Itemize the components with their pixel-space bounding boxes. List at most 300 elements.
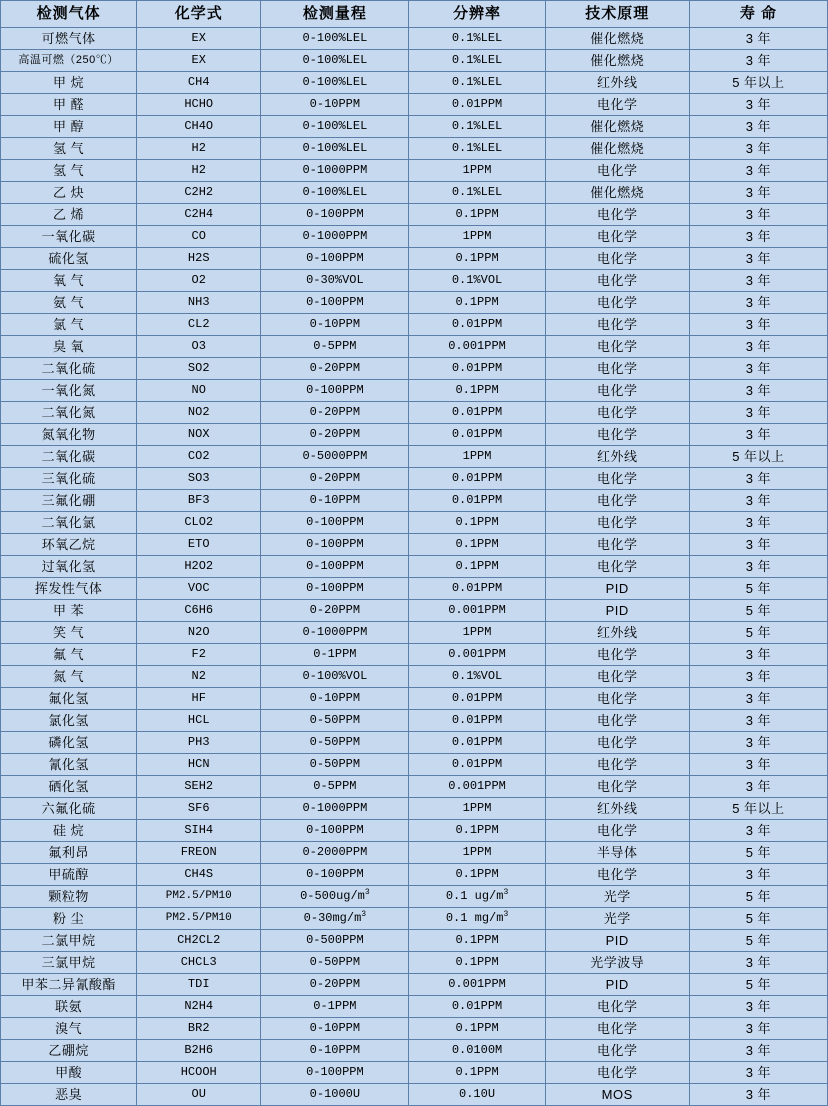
cell-chemical-formula: BR2	[137, 1018, 261, 1040]
cell-lifetime: 3 年	[689, 336, 827, 358]
cell-resolution: 0.1%LEL	[409, 138, 545, 160]
cell-chemical-formula: PM2.5/PM10	[137, 908, 261, 930]
cell-measuring-range: 0-500PPM	[261, 930, 409, 952]
cell-detected-gas: 甲 醛	[1, 94, 137, 116]
cell-detected-gas: 三氧化硫	[1, 468, 137, 490]
cell-measuring-range: 0-2000PPM	[261, 842, 409, 864]
cell-technology-principle: 电化学	[545, 534, 689, 556]
cell-chemical-formula: CHCL3	[137, 952, 261, 974]
cell-lifetime: 3 年	[689, 820, 827, 842]
cell-resolution: 0.01PPM	[409, 688, 545, 710]
cell-measuring-range: $0-500ug/m^3$	[261, 886, 409, 908]
cell-measuring-range: 0-50PPM	[261, 952, 409, 974]
table-row	[1, 996, 828, 1018]
cell-lifetime: 3 年	[689, 160, 827, 182]
table-row	[1, 314, 828, 336]
cell-chemical-formula: NOX	[137, 424, 261, 446]
table-row	[1, 270, 828, 292]
cell-technology-principle: 红外线	[545, 798, 689, 820]
cell-detected-gas: 高温可燃（250℃）	[1, 50, 137, 72]
cell-chemical-formula: VOC	[137, 578, 261, 600]
table-row	[1, 512, 828, 534]
cell-chemical-formula: C2H2	[137, 182, 261, 204]
cell-measuring-range: 0-50PPM	[261, 754, 409, 776]
cell-measuring-range: 0-100PPM	[261, 1062, 409, 1084]
table-row	[1, 402, 828, 424]
cell-chemical-formula: HCL	[137, 710, 261, 732]
table-row	[1, 600, 828, 622]
cell-detected-gas: 甲 醇	[1, 116, 137, 138]
cell-chemical-formula: HCOOH	[137, 1062, 261, 1084]
table-header-row	[1, 1, 828, 28]
cell-resolution: 0.1%LEL	[409, 72, 545, 94]
cell-lifetime: 5 年	[689, 842, 827, 864]
cell-detected-gas: 甲苯二异氰酸酯	[1, 974, 137, 996]
table-row	[1, 974, 828, 996]
cell-lifetime: 3 年	[689, 864, 827, 886]
cell-lifetime: 3 年	[689, 380, 827, 402]
cell-measuring-range: 0-100PPM	[261, 534, 409, 556]
cell-measuring-range: 0-100PPM	[261, 864, 409, 886]
cell-chemical-formula: O3	[137, 336, 261, 358]
cell-lifetime: 3 年	[689, 402, 827, 424]
cell-resolution: 0.1%LEL	[409, 116, 545, 138]
cell-resolution: 0.01PPM	[409, 424, 545, 446]
cell-resolution: 0.01PPM	[409, 402, 545, 424]
cell-chemical-formula: TDI	[137, 974, 261, 996]
cell-resolution: 0.1PPM	[409, 534, 545, 556]
cell-measuring-range: 0-1000U	[261, 1084, 409, 1106]
cell-measuring-range: 0-100PPM	[261, 380, 409, 402]
cell-detected-gas: 硅 烷	[1, 820, 137, 842]
header-detected-gas: 检测气体	[1, 1, 137, 28]
cell-measuring-range: 0-100PPM	[261, 556, 409, 578]
cell-detected-gas: 联氨	[1, 996, 137, 1018]
cell-technology-principle: 电化学	[545, 776, 689, 798]
cell-detected-gas: 氟 气	[1, 644, 137, 666]
cell-detected-gas: 甲 烷	[1, 72, 137, 94]
cell-measuring-range: 0-100PPM	[261, 204, 409, 226]
cell-technology-principle: PID	[545, 974, 689, 996]
cell-technology-principle: 电化学	[545, 358, 689, 380]
cell-resolution: 0.1PPM	[409, 204, 545, 226]
cell-technology-principle: 电化学	[545, 248, 689, 270]
cell-measuring-range: 0-10PPM	[261, 688, 409, 710]
table-row	[1, 776, 828, 798]
table-row	[1, 578, 828, 600]
table-row	[1, 204, 828, 226]
cell-measuring-range: 0-100%LEL	[261, 138, 409, 160]
cell-resolution: 0.01PPM	[409, 314, 545, 336]
cell-detected-gas: 乙硼烷	[1, 1040, 137, 1062]
cell-lifetime: 5 年	[689, 908, 827, 930]
cell-resolution: 0.1%LEL	[409, 182, 545, 204]
cell-resolution: 1PPM	[409, 160, 545, 182]
cell-detected-gas: 氮氧化物	[1, 424, 137, 446]
cell-measuring-range: 0-20PPM	[261, 468, 409, 490]
cell-measuring-range: 0-100PPM	[261, 248, 409, 270]
cell-measuring-range: 0-10PPM	[261, 490, 409, 512]
cell-detected-gas: 乙 烯	[1, 204, 137, 226]
cell-lifetime: 3 年	[689, 1084, 827, 1106]
cell-measuring-range: 0-100PPM	[261, 578, 409, 600]
cell-detected-gas: 二氯甲烷	[1, 930, 137, 952]
header-chemical-formula: 化学式	[137, 1, 261, 28]
cell-measuring-range: 0-5PPM	[261, 336, 409, 358]
table-row	[1, 710, 828, 732]
cell-chemical-formula: SF6	[137, 798, 261, 820]
cell-technology-principle: 电化学	[545, 820, 689, 842]
cell-measuring-range: 0-10PPM	[261, 1040, 409, 1062]
table-row	[1, 622, 828, 644]
cell-resolution: 0.1%VOL	[409, 270, 545, 292]
cell-resolution: 0.1PPM	[409, 512, 545, 534]
cell-lifetime: 3 年	[689, 270, 827, 292]
cell-detected-gas: 二氧化碳	[1, 446, 137, 468]
cell-measuring-range: 0-1PPM	[261, 996, 409, 1018]
cell-chemical-formula: CH4O	[137, 116, 261, 138]
table-row	[1, 556, 828, 578]
cell-lifetime: 3 年	[689, 468, 827, 490]
cell-chemical-formula: C2H4	[137, 204, 261, 226]
cell-measuring-range: 0-100%LEL	[261, 50, 409, 72]
cell-measuring-range: 0-100%LEL	[261, 72, 409, 94]
cell-detected-gas: 氨 气	[1, 292, 137, 314]
cell-lifetime: 3 年	[689, 94, 827, 116]
cell-detected-gas: 笑 气	[1, 622, 137, 644]
cell-technology-principle: 半导体	[545, 842, 689, 864]
cell-chemical-formula: OU	[137, 1084, 261, 1106]
cell-technology-principle: 电化学	[545, 226, 689, 248]
table-row	[1, 28, 828, 50]
cell-lifetime: 3 年	[689, 248, 827, 270]
cell-resolution: 0.001PPM	[409, 600, 545, 622]
cell-measuring-range: 0-20PPM	[261, 600, 409, 622]
cell-resolution: 0.1PPM	[409, 820, 545, 842]
cell-chemical-formula: SO3	[137, 468, 261, 490]
cell-measuring-range: 0-1000PPM	[261, 622, 409, 644]
cell-lifetime: 3 年	[689, 1018, 827, 1040]
table-row	[1, 930, 828, 952]
cell-technology-principle: 电化学	[545, 1062, 689, 1084]
table-row	[1, 160, 828, 182]
cell-technology-principle: 红外线	[545, 622, 689, 644]
cell-chemical-formula: CL2	[137, 314, 261, 336]
cell-detected-gas: 氟化氢	[1, 688, 137, 710]
cell-technology-principle: MOS	[545, 1084, 689, 1106]
cell-chemical-formula: NH3	[137, 292, 261, 314]
cell-measuring-range: 0-20PPM	[261, 424, 409, 446]
cell-resolution: 0.1%VOL	[409, 666, 545, 688]
cell-lifetime: 3 年	[689, 512, 827, 534]
cell-detected-gas: 乙 炔	[1, 182, 137, 204]
cell-detected-gas: 氟利昂	[1, 842, 137, 864]
cell-technology-principle: 电化学	[545, 270, 689, 292]
cell-resolution: 0.1PPM	[409, 292, 545, 314]
cell-resolution: 1PPM	[409, 446, 545, 468]
cell-chemical-formula: H2	[137, 138, 261, 160]
cell-detected-gas: 过氧化氢	[1, 556, 137, 578]
cell-chemical-formula: EX	[137, 50, 261, 72]
table-body	[1, 28, 828, 1106]
table-row	[1, 732, 828, 754]
cell-technology-principle: 电化学	[545, 1040, 689, 1062]
cell-measuring-range: 0-20PPM	[261, 358, 409, 380]
cell-lifetime: 3 年	[689, 292, 827, 314]
cell-detected-gas: 氧 气	[1, 270, 137, 292]
cell-technology-principle: 电化学	[545, 710, 689, 732]
cell-technology-principle: 催化燃烧	[545, 116, 689, 138]
cell-chemical-formula: HF	[137, 688, 261, 710]
cell-chemical-formula: O2	[137, 270, 261, 292]
cell-detected-gas: 可燃气体	[1, 28, 137, 50]
cell-lifetime: 3 年	[689, 666, 827, 688]
cell-technology-principle: 电化学	[545, 556, 689, 578]
table-row	[1, 952, 828, 974]
cell-measuring-range: 0-100%LEL	[261, 182, 409, 204]
table-row	[1, 798, 828, 820]
cell-detected-gas: 挥发性气体	[1, 578, 137, 600]
cell-technology-principle: 电化学	[545, 688, 689, 710]
cell-detected-gas: 颗粒物	[1, 886, 137, 908]
cell-resolution: 0.01PPM	[409, 578, 545, 600]
cell-chemical-formula: PM2.5/PM10	[137, 886, 261, 908]
cell-detected-gas: 三氟化硼	[1, 490, 137, 512]
cell-resolution: 0.001PPM	[409, 644, 545, 666]
cell-technology-principle: PID	[545, 600, 689, 622]
cell-detected-gas: 环氧乙烷	[1, 534, 137, 556]
table-row	[1, 226, 828, 248]
cell-detected-gas: 一氧化碳	[1, 226, 137, 248]
table-row	[1, 842, 828, 864]
cell-measuring-range: 0-20PPM	[261, 402, 409, 424]
cell-technology-principle: 红外线	[545, 72, 689, 94]
table-row	[1, 380, 828, 402]
cell-chemical-formula: CO2	[137, 446, 261, 468]
cell-detected-gas: 臭 氧	[1, 336, 137, 358]
cell-detected-gas: 氯化氢	[1, 710, 137, 732]
cell-chemical-formula: SO2	[137, 358, 261, 380]
cell-lifetime: 3 年	[689, 732, 827, 754]
cell-resolution: 0.001PPM	[409, 776, 545, 798]
table-row	[1, 358, 828, 380]
cell-resolution: 0.01PPM	[409, 996, 545, 1018]
cell-detected-gas: 甲 苯	[1, 600, 137, 622]
table-row	[1, 1040, 828, 1062]
cell-technology-principle: 电化学	[545, 644, 689, 666]
table-row	[1, 644, 828, 666]
cell-measuring-range: 0-5PPM	[261, 776, 409, 798]
cell-chemical-formula: NO	[137, 380, 261, 402]
table-row	[1, 116, 828, 138]
table-row	[1, 248, 828, 270]
cell-lifetime: 3 年	[689, 424, 827, 446]
cell-chemical-formula: SIH4	[137, 820, 261, 842]
cell-lifetime: 5 年	[689, 600, 827, 622]
table-row	[1, 754, 828, 776]
cell-measuring-range: 0-1000PPM	[261, 226, 409, 248]
cell-lifetime: 3 年	[689, 28, 827, 50]
cell-resolution: 0.01PPM	[409, 468, 545, 490]
cell-detected-gas: 二氧化硫	[1, 358, 137, 380]
table-row	[1, 468, 828, 490]
cell-detected-gas: 三氯甲烷	[1, 952, 137, 974]
header-lifetime: 寿 命	[689, 1, 827, 28]
table-row	[1, 688, 828, 710]
cell-technology-principle: 电化学	[545, 490, 689, 512]
table-row	[1, 94, 828, 116]
cell-resolution: 0.10U	[409, 1084, 545, 1106]
cell-resolution: 0.01PPM	[409, 710, 545, 732]
cell-technology-principle: 电化学	[545, 402, 689, 424]
cell-lifetime: 3 年	[689, 358, 827, 380]
table-row	[1, 1062, 828, 1084]
cell-chemical-formula: H2S	[137, 248, 261, 270]
cell-lifetime: 3 年	[689, 1062, 827, 1084]
cell-lifetime: 3 年	[689, 644, 827, 666]
cell-resolution: 0.1PPM	[409, 930, 545, 952]
cell-lifetime: 3 年	[689, 50, 827, 72]
cell-technology-principle: 电化学	[545, 160, 689, 182]
cell-lifetime: 5 年以上	[689, 798, 827, 820]
cell-technology-principle: 催化燃烧	[545, 28, 689, 50]
cell-measuring-range: 0-30%VOL	[261, 270, 409, 292]
cell-measuring-range: 0-100PPM	[261, 820, 409, 842]
cell-lifetime: 3 年	[689, 116, 827, 138]
cell-chemical-formula: CH4	[137, 72, 261, 94]
cell-lifetime: 3 年	[689, 226, 827, 248]
cell-technology-principle: 光学	[545, 908, 689, 930]
header-measuring-range: 检测量程	[261, 1, 409, 28]
cell-chemical-formula: B2H6	[137, 1040, 261, 1062]
cell-technology-principle: 电化学	[545, 512, 689, 534]
cell-technology-principle: 电化学	[545, 732, 689, 754]
cell-lifetime: 5 年	[689, 930, 827, 952]
cell-lifetime: 5 年以上	[689, 72, 827, 94]
cell-resolution: 0.1 $mg/m^3$	[409, 908, 545, 930]
table-row	[1, 1018, 828, 1040]
cell-technology-principle: 电化学	[545, 468, 689, 490]
cell-chemical-formula: H2O2	[137, 556, 261, 578]
cell-technology-principle: 电化学	[545, 1018, 689, 1040]
cell-lifetime: 3 年	[689, 204, 827, 226]
cell-measuring-range: 0-50PPM	[261, 710, 409, 732]
cell-detected-gas: 一氧化氮	[1, 380, 137, 402]
cell-resolution: 0.1PPM	[409, 864, 545, 886]
cell-technology-principle: PID	[545, 930, 689, 952]
cell-technology-principle: 光学波导	[545, 952, 689, 974]
cell-technology-principle: 电化学	[545, 754, 689, 776]
table-row	[1, 864, 828, 886]
cell-detected-gas: 氢 气	[1, 138, 137, 160]
cell-detected-gas: 磷化氢	[1, 732, 137, 754]
cell-resolution: 0.01PPM	[409, 490, 545, 512]
cell-lifetime: 3 年	[689, 710, 827, 732]
cell-resolution: 0.001PPM	[409, 336, 545, 358]
cell-chemical-formula: N2O	[137, 622, 261, 644]
cell-detected-gas: 氯 气	[1, 314, 137, 336]
cell-detected-gas: 甲硫醇	[1, 864, 137, 886]
table-row	[1, 908, 828, 930]
header-technology-principle: 技术原理	[545, 1, 689, 28]
cell-measuring-range: 0-1PPM	[261, 644, 409, 666]
cell-detected-gas: 氢 气	[1, 160, 137, 182]
table-row	[1, 446, 828, 468]
table-row	[1, 820, 828, 842]
cell-detected-gas: 硒化氢	[1, 776, 137, 798]
cell-lifetime: 5 年以上	[689, 446, 827, 468]
table-row	[1, 1084, 828, 1106]
cell-chemical-formula: HCN	[137, 754, 261, 776]
cell-lifetime: 3 年	[689, 534, 827, 556]
table-row	[1, 424, 828, 446]
cell-resolution: 0.01PPM	[409, 358, 545, 380]
cell-measuring-range: 0-1000PPM	[261, 160, 409, 182]
cell-lifetime: 3 年	[689, 1040, 827, 1062]
cell-measuring-range: 0-100%LEL	[261, 116, 409, 138]
cell-technology-principle: 红外线	[545, 446, 689, 468]
cell-technology-principle: PID	[545, 578, 689, 600]
cell-lifetime: 3 年	[689, 952, 827, 974]
cell-resolution: 0.1PPM	[409, 952, 545, 974]
cell-lifetime: 3 年	[689, 556, 827, 578]
cell-lifetime: 3 年	[689, 776, 827, 798]
cell-measuring-range: 0-1000PPM	[261, 798, 409, 820]
cell-lifetime: 3 年	[689, 138, 827, 160]
cell-lifetime: 3 年	[689, 490, 827, 512]
cell-technology-principle: 电化学	[545, 380, 689, 402]
cell-resolution: 0.1PPM	[409, 1018, 545, 1040]
table-row	[1, 666, 828, 688]
cell-resolution: 1PPM	[409, 798, 545, 820]
cell-lifetime: 5 年	[689, 886, 827, 908]
cell-resolution: 0.1 $ug/m^3$	[409, 886, 545, 908]
cell-detected-gas: 二氧化氮	[1, 402, 137, 424]
cell-measuring-range: 0-10PPM	[261, 1018, 409, 1040]
cell-resolution: 0.0100M	[409, 1040, 545, 1062]
cell-detected-gas: 溴气	[1, 1018, 137, 1040]
cell-measuring-range: 0-20PPM	[261, 974, 409, 996]
cell-detected-gas: 氮 气	[1, 666, 137, 688]
cell-resolution: 0.1PPM	[409, 556, 545, 578]
cell-chemical-formula: CH4S	[137, 864, 261, 886]
cell-lifetime: 3 年	[689, 688, 827, 710]
cell-lifetime: 3 年	[689, 754, 827, 776]
cell-technology-principle: 催化燃烧	[545, 50, 689, 72]
cell-measuring-range: $0-30mg/m^3$	[261, 908, 409, 930]
table-row	[1, 886, 828, 908]
cell-technology-principle: 电化学	[545, 666, 689, 688]
cell-detected-gas: 粉 尘	[1, 908, 137, 930]
table-row	[1, 490, 828, 512]
cell-technology-principle: 电化学	[545, 292, 689, 314]
cell-resolution: 0.1PPM	[409, 248, 545, 270]
cell-resolution: 0.001PPM	[409, 974, 545, 996]
cell-chemical-formula: PH3	[137, 732, 261, 754]
cell-detected-gas: 硫化氢	[1, 248, 137, 270]
cell-chemical-formula: CLO2	[137, 512, 261, 534]
cell-chemical-formula: NO2	[137, 402, 261, 424]
cell-technology-principle: 光学	[545, 886, 689, 908]
cell-measuring-range: 0-100PPM	[261, 292, 409, 314]
cell-technology-principle: 电化学	[545, 996, 689, 1018]
cell-resolution: 1PPM	[409, 842, 545, 864]
table-row	[1, 50, 828, 72]
table-row	[1, 534, 828, 556]
cell-detected-gas: 氰化氢	[1, 754, 137, 776]
cell-technology-principle: 电化学	[545, 864, 689, 886]
cell-technology-principle: 电化学	[545, 314, 689, 336]
